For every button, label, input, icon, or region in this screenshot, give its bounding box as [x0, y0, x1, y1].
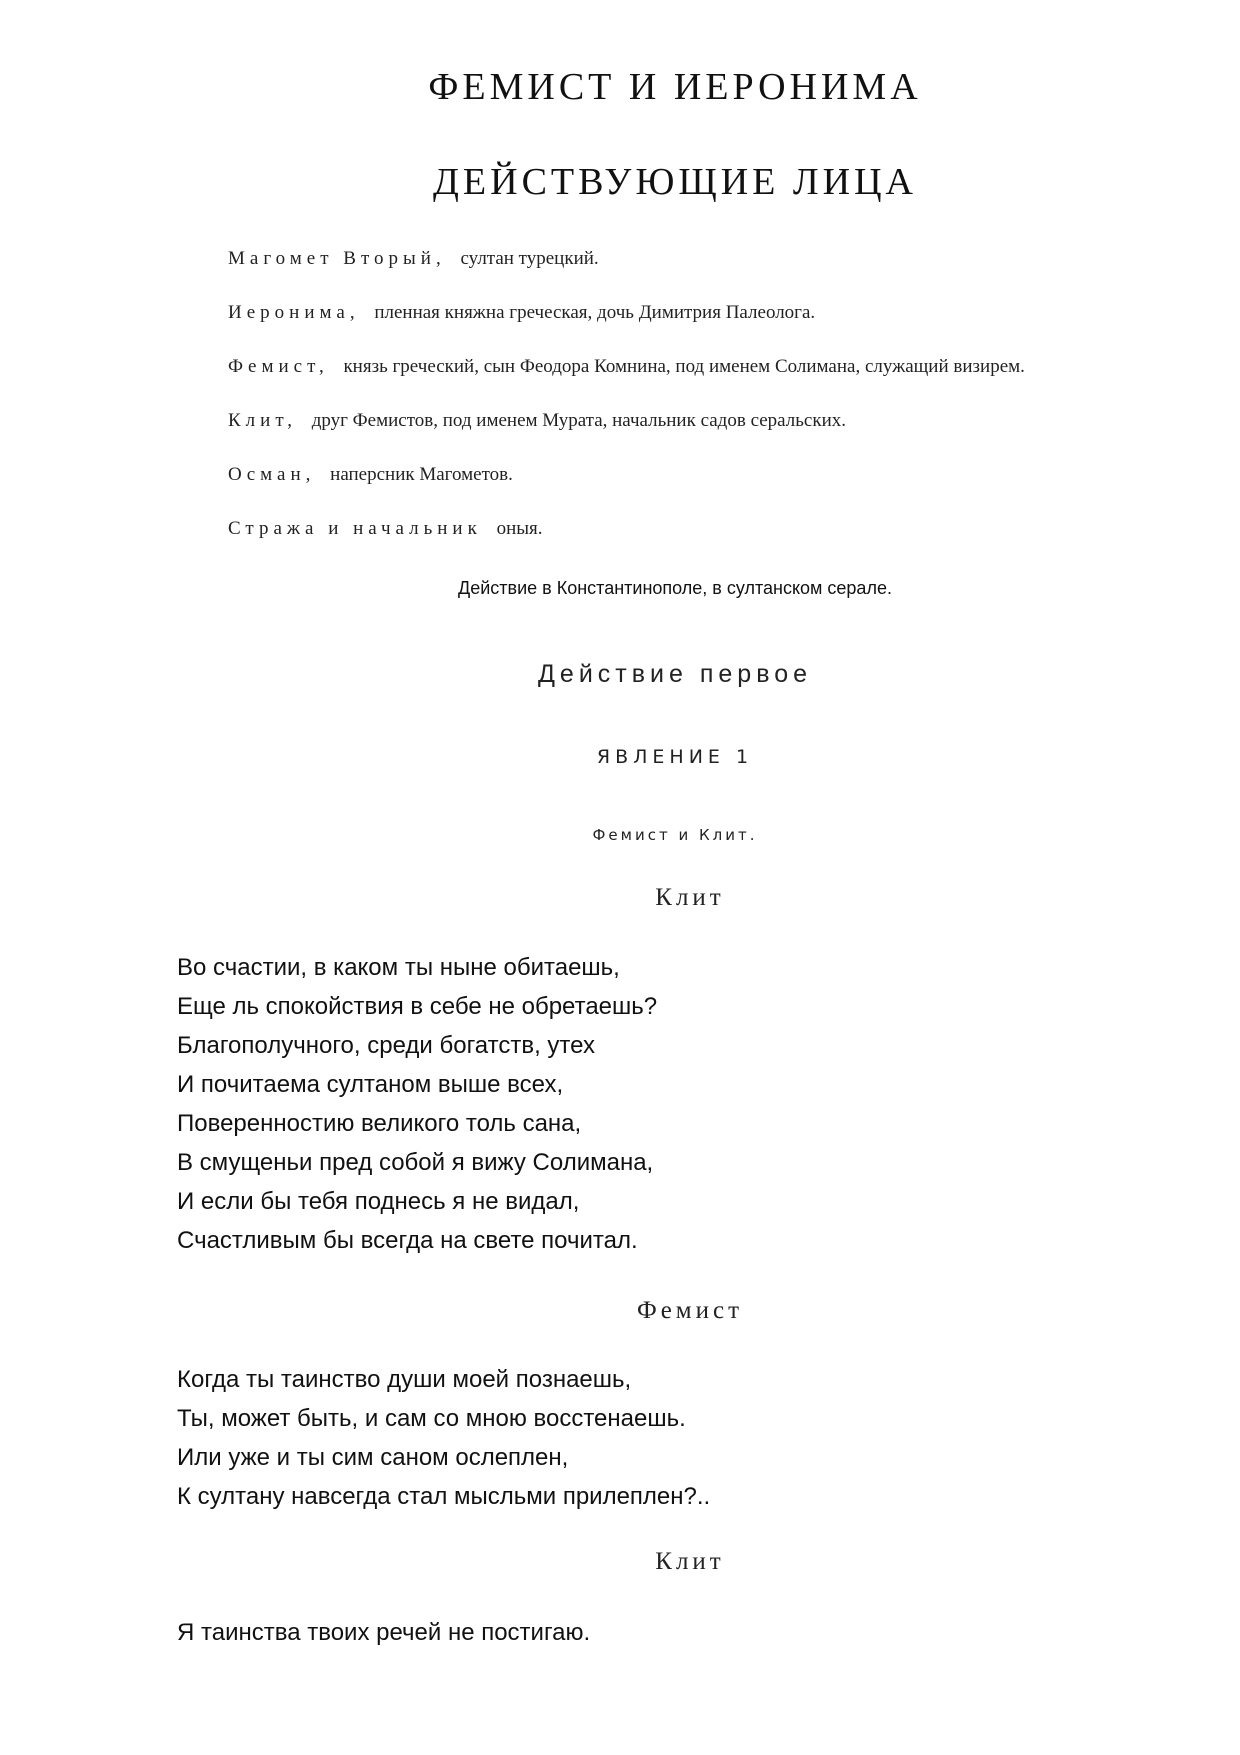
cast-name: Осман, — [228, 464, 316, 485]
verse-line: И если бы тебя поднесь я не видал, — [177, 1188, 580, 1215]
cast-item — [228, 248, 1025, 302]
verse-line: Благополучного, среди богатств, утех — [177, 1032, 595, 1059]
scene-persons: Фемист и Клит. — [592, 826, 758, 844]
cast-name: Иеронима, — [228, 302, 360, 323]
cast-description: князь греческий, сын Феодора Комнина, под именем Солимана, служащий визирем. — [343, 356, 1025, 377]
cast-description: пленная княжна греческая, дочь Димитрия Палеолога. — [374, 302, 816, 323]
cast-description: наперсник Магометов. — [330, 464, 513, 485]
cast-item — [228, 410, 1025, 464]
verse-line: И почитаема султаном выше всех, — [177, 1071, 564, 1098]
verse-block — [177, 1613, 590, 1652]
speaker-name: Клит — [655, 884, 725, 911]
cast-name: Фемист, — [228, 356, 329, 377]
verse-block — [177, 1360, 710, 1516]
cast-item — [228, 356, 1025, 410]
verse-line: В смущеньи пред собой я вижу Солимана, — [177, 1149, 654, 1176]
act-title: Действие первое — [538, 660, 812, 688]
scene-title: ЯВЛЕНИЕ 1 — [596, 746, 754, 768]
cast-list — [228, 248, 1025, 572]
cast-heading: ДЕЙСТВУЮЩИЕ ЛИЦА — [433, 161, 917, 203]
speaker-name: Фемист — [636, 1297, 744, 1324]
play-title: ФЕМИСТ И ИЕРОНИМА — [428, 66, 922, 108]
cast-name: Стража и начальник — [228, 518, 482, 539]
verse-line: Счастливым бы всегда на свете почитал. — [177, 1227, 638, 1254]
verse-line: Во счастии, в каком ты ныне обитаешь, — [177, 954, 620, 981]
verse-line: Еще ль спокойствия в себе не обретаешь? — [177, 993, 658, 1020]
verse-line: Или уже и ты сим саном ослеплен, — [177, 1444, 569, 1471]
cast-name: Клит, — [228, 410, 297, 431]
speaker-name: Клит — [655, 1548, 725, 1575]
cast-item — [228, 302, 1025, 356]
cast-description: оныя. — [496, 518, 543, 539]
verse-line: Поверенностию великого толь сана, — [177, 1110, 582, 1137]
verse-line: Ты, может быть, и сам со мною восстенаешь. — [177, 1405, 686, 1432]
verse-line: Я таинства твоих речей не постигаю. — [177, 1619, 591, 1646]
verse-line: К султану навсегда стал мысльми прилеплен?.. — [177, 1483, 711, 1510]
verse-block — [177, 948, 657, 1260]
cast-description: друг Фемистов, под именем Мурата, начальник садов серальских. — [311, 410, 846, 431]
cast-item — [228, 464, 1025, 518]
cast-name: Магомет Вторый, — [228, 248, 446, 269]
verse-line: Когда ты таинство души моей познаешь, — [177, 1366, 632, 1393]
cast-description: султан турецкий. — [460, 248, 599, 269]
cast-item — [228, 518, 1025, 572]
setting-note: Действие в Константинополе, в султанском серале. — [458, 578, 892, 598]
